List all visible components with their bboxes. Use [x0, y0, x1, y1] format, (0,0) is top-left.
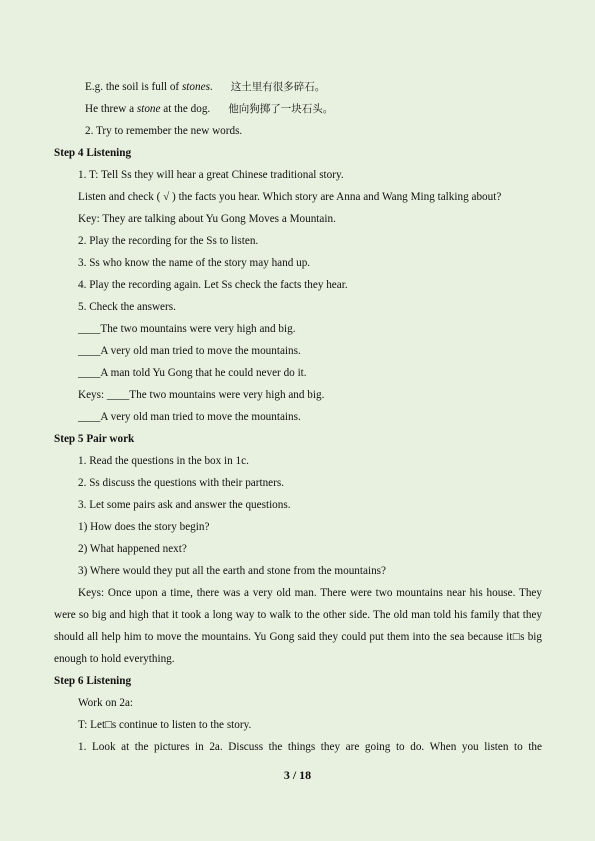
- step5-item: 2. Ss discuss the questions with their partners.: [78, 477, 285, 489]
- step4-item: ____A very old man tried to move the mountains.: [78, 411, 301, 423]
- step4-item: Keys: ____The two mountains were very high and big.: [78, 389, 325, 401]
- step4-item: ____A man told Yu Gong that he could never do it.: [78, 367, 307, 379]
- step5-item: 3. Let some pairs ask and answer the questions.: [78, 499, 291, 511]
- step4-item: ____A very old man tried to move the mountains.: [78, 345, 301, 357]
- example-sentence-1: [0, 80, 595, 94]
- step4-item: Key: They are talking about Yu Gong Moves a Mountain.: [78, 213, 336, 225]
- step5-item: 3) Where would they put all the earth and stone from the mountains?: [78, 565, 386, 577]
- step4-item: Listen and check ( √ ) the facts you hear. Which story are Anna and Wang Ming talking about?: [78, 191, 502, 203]
- step4-item: 3. Ss who know the name of the story may hand up.: [78, 257, 311, 269]
- step6-item: Work on 2a:: [78, 697, 134, 709]
- example-text: .: [209, 81, 213, 93]
- step5-item: 1) How does the story begin?: [78, 521, 210, 533]
- step4-heading: Step 4 Listening: [54, 147, 132, 159]
- example-text: at the dog.: [160, 103, 211, 115]
- example-sentence-2: [0, 102, 595, 116]
- example-text: E.g. the soil is full of: [85, 81, 182, 93]
- remember-words-line: 2. Try to remember the new words.: [85, 125, 243, 137]
- chinese-translation: 他向狗掷了一块石头。: [228, 103, 334, 115]
- step5-heading: Step 5 Pair work: [54, 433, 135, 445]
- step6-heading: Step 6 Listening: [54, 675, 132, 687]
- example-word: stone: [136, 103, 161, 115]
- example-word: stones: [181, 81, 210, 93]
- chinese-translation: 这土里有很多碎石。: [230, 81, 326, 93]
- example-text: He threw a: [85, 103, 137, 115]
- step4-item: ____The two mountains were very high and big.: [78, 323, 296, 335]
- step4-item: 2. Play the recording for the Ss to listen.: [78, 235, 259, 247]
- page-number: 3 / 18: [283, 768, 312, 782]
- step5-item: 2) What happened next?: [78, 543, 187, 555]
- step4-item: 4. Play the recording again. Let Ss check the facts they hear.: [78, 279, 348, 291]
- step5-keys-paragraph: Keys: Once upon a time, there was a very old man. There were two mountains near his house. They were so big and high that it took a long way to walk to the other side. The old man told his family that they should all help him to move the mountains. Yu Gong said they could put them into the sea because it□s big enough to hold everything.: [54, 587, 542, 665]
- step6-instruction: 1. Look at the pictures in 2a. Discuss the things they are going to do. When you listen to the: [78, 741, 542, 753]
- step5-item: 1. Read the questions in the box in 1c.: [78, 455, 249, 467]
- step4-item: 5. Check the answers.: [78, 301, 176, 313]
- step6-item: T: Let□s continue to listen to the story.: [78, 719, 252, 731]
- step4-item: 1. T: Tell Ss they will hear a great Chinese traditional story.: [78, 169, 344, 181]
